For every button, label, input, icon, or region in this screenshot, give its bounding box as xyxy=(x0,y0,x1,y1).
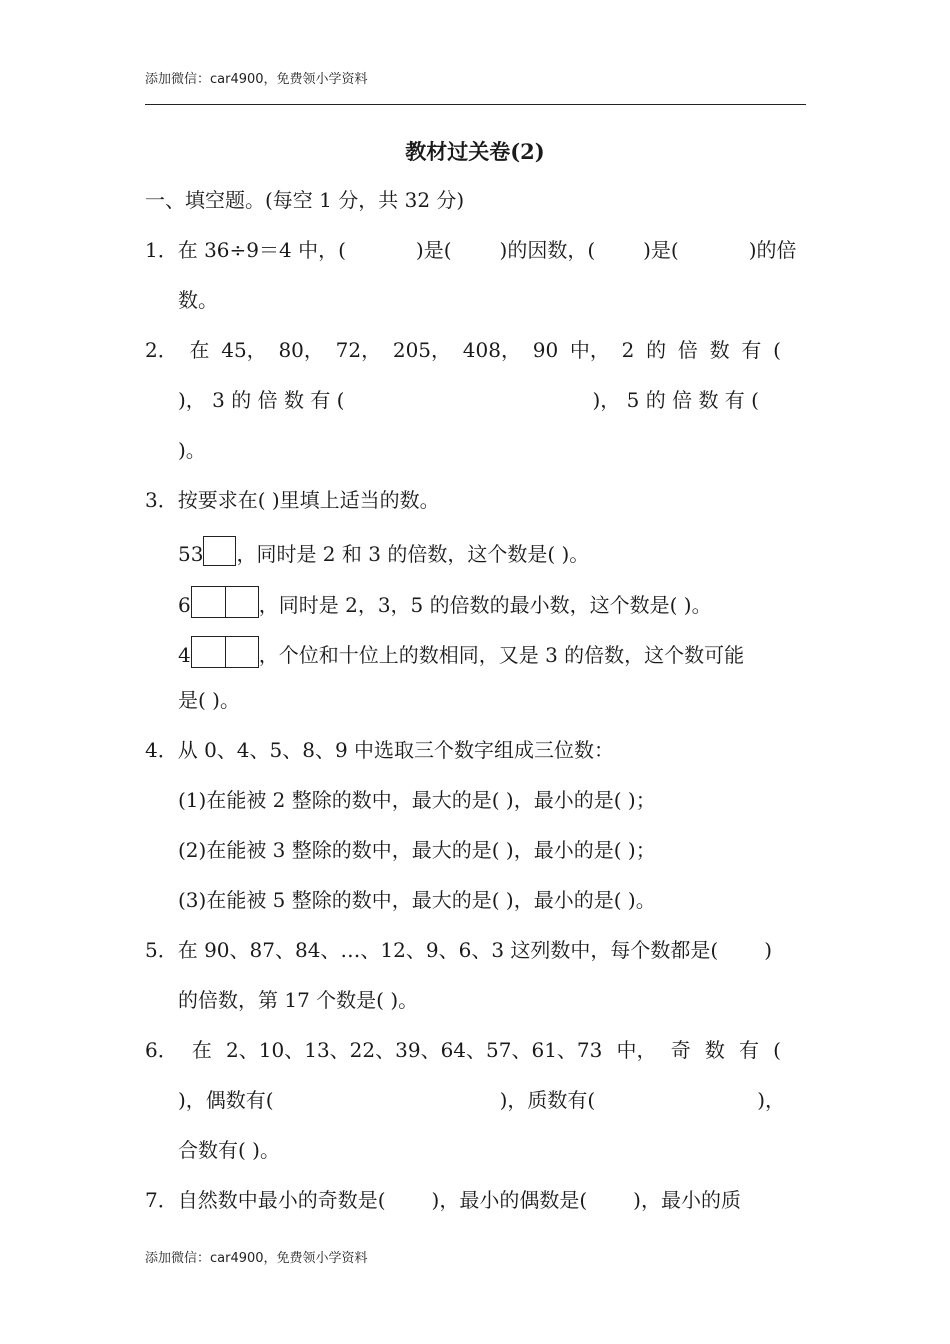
question-4-part-1: (1)在能被 2 整除的数中，最大的是( )，最小的是( )； xyxy=(178,788,656,812)
section-heading: 一、填空题。(每空 1 分，共 32 分) xyxy=(145,188,465,212)
word-token: 在 xyxy=(189,338,210,362)
question-3-row-1: 53 ，同时是 2 和 3 的倍数，这个数是( )。 xyxy=(178,536,589,568)
word-token: 45， xyxy=(221,338,267,362)
header-rule xyxy=(145,104,806,105)
header-note: 添加微信：car4900，免费领小学资料 xyxy=(145,72,368,87)
word-token: 有 xyxy=(739,1038,759,1062)
footer-note: 添加微信：car4900，免费领小学资料 xyxy=(145,1251,368,1266)
question-3-row-3: 4 ，个位和十位上的数相同，又是 3 的倍数，这个数可能 xyxy=(178,636,744,669)
question-2-line-1 xyxy=(145,336,781,364)
question-6-line-1 xyxy=(145,1036,781,1064)
word-token: 72， xyxy=(335,338,382,362)
word-token: 2 xyxy=(621,338,635,362)
question-7-line-1: 7．自然数中最小的奇数是( )，最小的偶数是( )，最小的质 xyxy=(145,1188,741,1212)
question-3-row-2: 6 ，同时是 2，3，5 的倍数的最小数，这个数是( )。 xyxy=(178,586,712,619)
word-token: 倍 xyxy=(677,338,698,362)
question-2-line-2: )， 3 的 倍 数 有 ( )， 5 的 倍 数 有 ( xyxy=(178,388,759,412)
word-token: ( xyxy=(773,1038,781,1062)
word-token: ( xyxy=(773,338,781,362)
word-token: 408， xyxy=(462,338,521,362)
answer-box-double[interactable] xyxy=(191,636,259,668)
word-token: 在 xyxy=(191,1038,212,1062)
word-token: 2、10、13、22、39、64、57、61、73 xyxy=(226,1038,603,1062)
question-4-part-2: (2)在能被 3 整除的数中，最大的是( )，最小的是( )； xyxy=(178,838,656,862)
answer-box-double[interactable] xyxy=(191,586,259,618)
question-4-intro: 4．从 0、4、5、8、9 中选取三个数字组成三位数： xyxy=(145,738,615,762)
word-token: 的 xyxy=(646,338,667,362)
question-5-line-1: 5．在 90、87、84、…、12、9、6、3 这列数中，每个数都是( ) xyxy=(145,938,773,962)
word-token: 80， xyxy=(278,338,324,362)
word-token: 中， xyxy=(616,1038,657,1062)
question-1-line-1: 1．在 36÷9＝4 中，( )是( )的因数，( )是( )的倍 xyxy=(145,238,797,262)
word-token: 数 xyxy=(709,338,730,362)
word-token: 90 xyxy=(532,338,559,362)
question-6-line-3: 合数有( )。 xyxy=(178,1138,280,1162)
question-6-line-2: )，偶数有( )，质数有( )， xyxy=(178,1088,786,1112)
word-token: 2． xyxy=(145,338,178,362)
word-token: 数 xyxy=(704,1038,725,1062)
word-token: 6． xyxy=(145,1038,178,1062)
word-token: 中， xyxy=(569,338,610,362)
question-1-line-2: 数。 xyxy=(178,288,218,312)
question-2-line-3: )。 xyxy=(178,438,206,462)
word-token: 奇 xyxy=(670,1038,691,1062)
question-5-line-2: 的倍数，第 17 个数是( )。 xyxy=(178,988,419,1012)
question-3-row-3-cont: 是( )。 xyxy=(178,688,240,712)
answer-box[interactable] xyxy=(203,536,236,566)
question-4-part-3: (3)在能被 5 整除的数中，最大的是( )，最小的是( )。 xyxy=(178,888,656,912)
question-3-intro: 3．按要求在( )里填上适当的数。 xyxy=(145,488,440,512)
word-token: 有 xyxy=(741,338,762,362)
word-token: 205， xyxy=(392,338,452,362)
page-title: 教材过关卷(2) xyxy=(405,139,545,164)
